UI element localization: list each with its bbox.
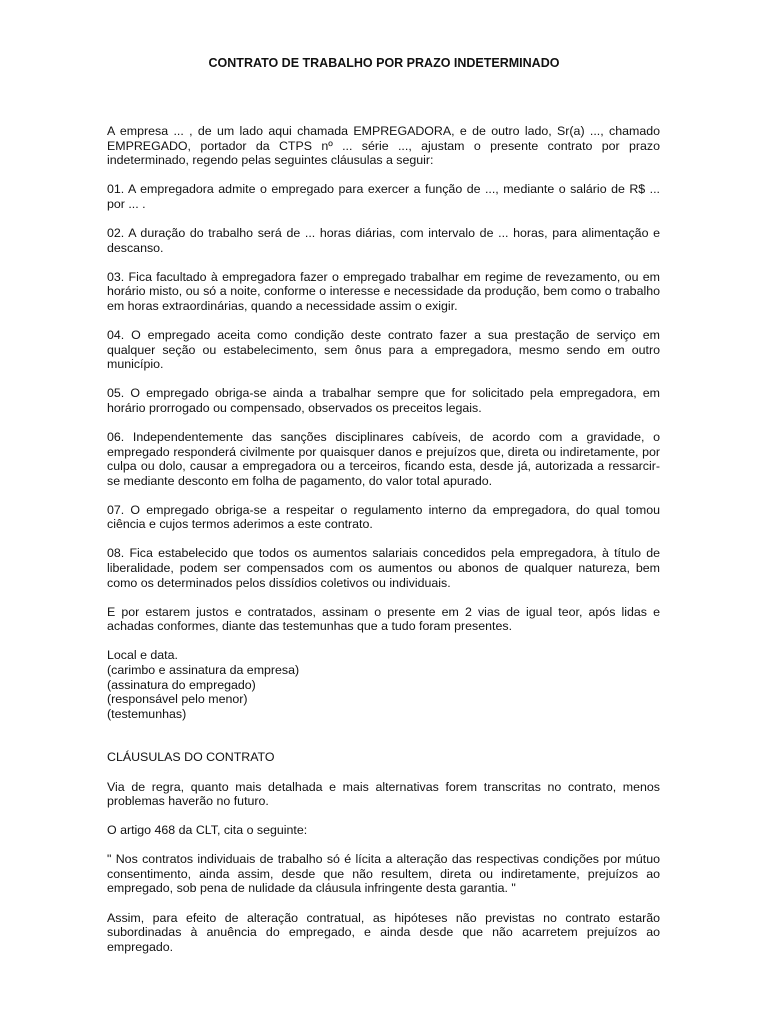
section-paragraph: O artigo 468 da CLT, cita o seguinte: xyxy=(107,823,308,838)
section-paragraph: Assim, para efeito de alteração contratual, as hipóteses não previstas no contrato estarão subordinadas à anuência do empregado, e ainda desde que não acarretem prejuízos ao empregado. xyxy=(107,910,660,954)
clause-08: 08. Fica estabelecido que todos os aumentos salariais concedidos pela empregadora, à título de liberalidade, podem ser compensados com os aumentos ou abonos de qualquer natureza, bem como os determinados pelos dissídios coletivos ou individuais. xyxy=(107,546,660,590)
quote-paragraph: " Nos contratos individuais de trabalho só é lícita a alteração das respectivas condições por mútuo consentimento, ainda assim, desde que não resultem, direta ou indiretamente, prejuízos ao empregado, sob pena de nulidade da cláusula infringente desta garantia. " xyxy=(107,852,660,896)
signature-line: (assinatura do empregado) xyxy=(107,677,256,692)
signature-line: (responsável pelo menor) xyxy=(107,692,248,707)
signature-line: (carimbo e assinatura da empresa) xyxy=(107,663,300,678)
clause-05: 05. O empregado obriga-se ainda a trabalhar sempre que for solicitado pela empregadora, em horário prorrogado ou compensado, observados os preceitos legais. xyxy=(107,386,660,415)
clause-03: 03. Fica facultado à empregadora fazer o empregado trabalhar em regime de revezamento, ou em horário misto, ou só a noite, conforme o interesse e necessidade da produção, bem como o trabalho em horas extraordinárias, quando a necessidade assim o exigir. xyxy=(107,269,660,313)
clause-06: 06. Independentemente das sanções disciplinares cabíveis, de acordo com a gravidade, o empregado responderá civilmente por quaisquer danos e prejuízos que, direta ou indiretamente, por culpa ou dolo, causar a empregadora ou a terceiros, ficando esta, desde já, autorizada a ressarcir-se mediante desconto em folha de pagamento, do valor total apurado. xyxy=(107,429,660,488)
document-title: CONTRATO DE TRABALHO POR PRAZO INDETERMINADO xyxy=(208,56,560,70)
document-body xyxy=(107,124,660,954)
intro-paragraph: A empresa ... , de um lado aqui chamada EMPREGADORA, e de outro lado, Sr(a) ..., chamado EMPREGADO, portador da CTPS nº ... série ..., ajustam o presente contrato por prazo indeterminado, regendo pelas seguintes cláusulas a seguir: xyxy=(107,124,660,168)
signature-line: Local e data. xyxy=(107,648,178,663)
clause-04: 04. O empregado aceita como condição deste contrato fazer a sua prestação de serviço em qualquer seção ou estabelecimento, sem ônus para a empregadora, mesmo sendo em outro município. xyxy=(107,327,660,372)
closing-paragraph: E por estarem justos e contratados, assinam o presente em 2 vias de igual teor, após lidas e achadas conformes, diante das testemunhas que a tudo foram presentes. xyxy=(107,604,660,634)
section-paragraph: Via de regra, quanto mais detalhada e mais alternativas forem transcritas no contrato, menos problemas haverão no futuro. xyxy=(107,779,660,809)
section-heading: CLÁUSULAS DO CONTRATO xyxy=(107,750,275,765)
clause-07: 07. O empregado obriga-se a respeitar o regulamento interno da empregadora, do qual tomou ciência e cujos termos aderimos a este contrato. xyxy=(107,502,660,532)
clause-02: 02. A duração do trabalho será de ... horas diárias, com intervalo de ... horas, para alimentação e descanso. xyxy=(107,225,660,255)
signature-block xyxy=(107,648,660,721)
signature-line: (testemunhas) xyxy=(107,706,187,721)
clause-01: 01. A empregadora admite o empregado para exercer a função de ..., mediante o salário de R$ ... por ... . xyxy=(107,182,660,211)
